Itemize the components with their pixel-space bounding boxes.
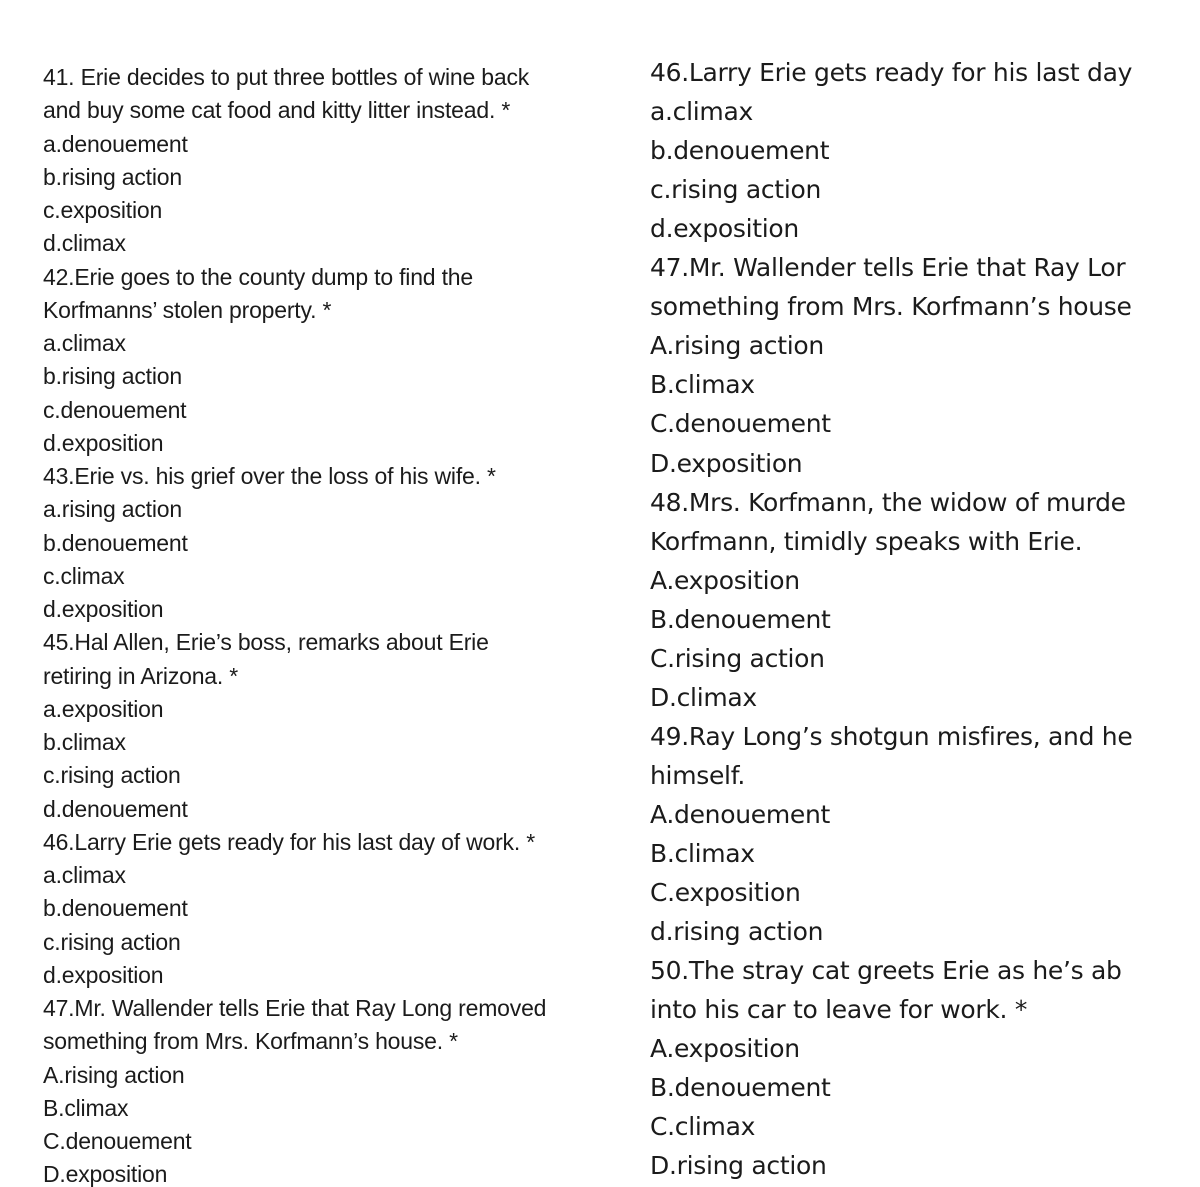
right-column-line: 48.Mrs. Korfmann, the widow of murde: [650, 487, 1126, 517]
left-column-line: c.denouement: [43, 396, 187, 423]
right-column-line: into his car to leave for work. *: [650, 995, 1028, 1025]
right-column-line: 49.Ray Long’s shotgun misfires, and he: [650, 721, 1133, 751]
left-column-line: 42.Erie goes to the county dump to find the: [43, 263, 473, 290]
left-column-line: 46.Larry Erie gets ready for his last day of work. *: [43, 828, 535, 855]
left-column-line: a.exposition: [43, 695, 164, 722]
left-column-line: c.rising action: [43, 762, 181, 789]
right-column: [650, 0, 1200, 1181]
left-column-line: 41. Erie decides to put three bottles of wine back: [43, 64, 530, 90]
left-column-line: c.climax: [43, 562, 125, 589]
left-column-line: B.climax: [43, 1094, 129, 1121]
right-column-line: d.rising action: [650, 917, 824, 947]
left-column-line: C.denouement: [43, 1128, 192, 1154]
right-column-line: D.exposition: [650, 448, 803, 478]
right-column-line: Korfmann, timidly speaks with Erie.: [650, 526, 1083, 556]
right-column-line: A.rising action: [650, 331, 824, 361]
left-column-line: d.denouement: [43, 795, 188, 822]
right-column-line: D.climax: [650, 682, 757, 712]
left-column-line: d.exposition: [43, 429, 164, 456]
right-column-line: C.denouement: [650, 409, 831, 439]
left-column-line: and buy some cat food and kitty litter instead. *: [43, 97, 511, 124]
right-column-line: A.denouement: [650, 799, 831, 829]
left-column-line: A.rising action: [43, 1061, 185, 1088]
right-column-line: B.climax: [650, 370, 755, 400]
right-column-line: A.exposition: [650, 565, 800, 595]
left-column-line: c.rising action: [43, 928, 181, 955]
left-column-line: a.rising action: [43, 496, 182, 523]
left-column-line: 47.Mr. Wallender tells Erie that Ray Long removed: [43, 995, 547, 1021]
right-column-line: B.denouement: [650, 1073, 831, 1103]
left-column-line: a.climax: [43, 862, 126, 888]
right-column-line: b.denouement: [650, 136, 830, 166]
left-column-line: b.denouement: [43, 895, 188, 922]
right-column-line: something from Mrs. Korfmann’s house: [650, 292, 1132, 322]
left-column-line: b.denouement: [43, 529, 188, 556]
left-column-line: c.exposition: [43, 197, 163, 223]
left-column-line: b.rising action: [43, 363, 182, 390]
right-column-line: C.climax: [650, 1112, 756, 1142]
left-column-line: D.exposition: [43, 1161, 168, 1187]
right-column-line: C.rising action: [650, 643, 825, 673]
left-column-line: 45.Hal Allen, Erie’s boss, remarks about Erie: [43, 629, 489, 656]
left-column-line: Korfmanns’ stolen property. *: [43, 296, 332, 323]
right-column-line: D.rising action: [650, 1151, 827, 1181]
right-column-line: c.rising action: [650, 175, 822, 205]
left-column-line: retiring in Arizona. *: [43, 662, 239, 689]
left-column-line: a.climax: [43, 330, 126, 356]
right-column-line: a.climax: [650, 97, 753, 127]
right-column-line: A.exposition: [650, 1034, 800, 1064]
right-column-line: B.climax: [650, 839, 755, 868]
left-column-line: 43.Erie vs. his grief over the loss of his wife. *: [43, 463, 496, 489]
left-column-line: a.denouement: [43, 130, 188, 157]
right-column-line: d.exposition: [650, 214, 799, 244]
right-column-line: 50.The stray cat greets Erie as he’s ab: [650, 956, 1122, 986]
right-column-line: 47.Mr. Wallender tells Erie that Ray Lor: [650, 253, 1126, 283]
right-column-line: C.exposition: [650, 878, 801, 908]
left-column-line: b.climax: [43, 729, 126, 755]
right-column-line: 46.Larry Erie gets ready for his last day: [650, 58, 1133, 87]
left-column-line: d.exposition: [43, 961, 164, 988]
left-column-line: d.exposition: [43, 596, 164, 622]
right-column-line: B.denouement: [650, 604, 831, 634]
left-column-line: b.rising action: [43, 163, 182, 190]
left-column-line: d.climax: [43, 230, 126, 257]
right-column-line: himself.: [650, 760, 746, 790]
left-column-line: something from Mrs. Korfmann’s house. *: [43, 1028, 458, 1055]
